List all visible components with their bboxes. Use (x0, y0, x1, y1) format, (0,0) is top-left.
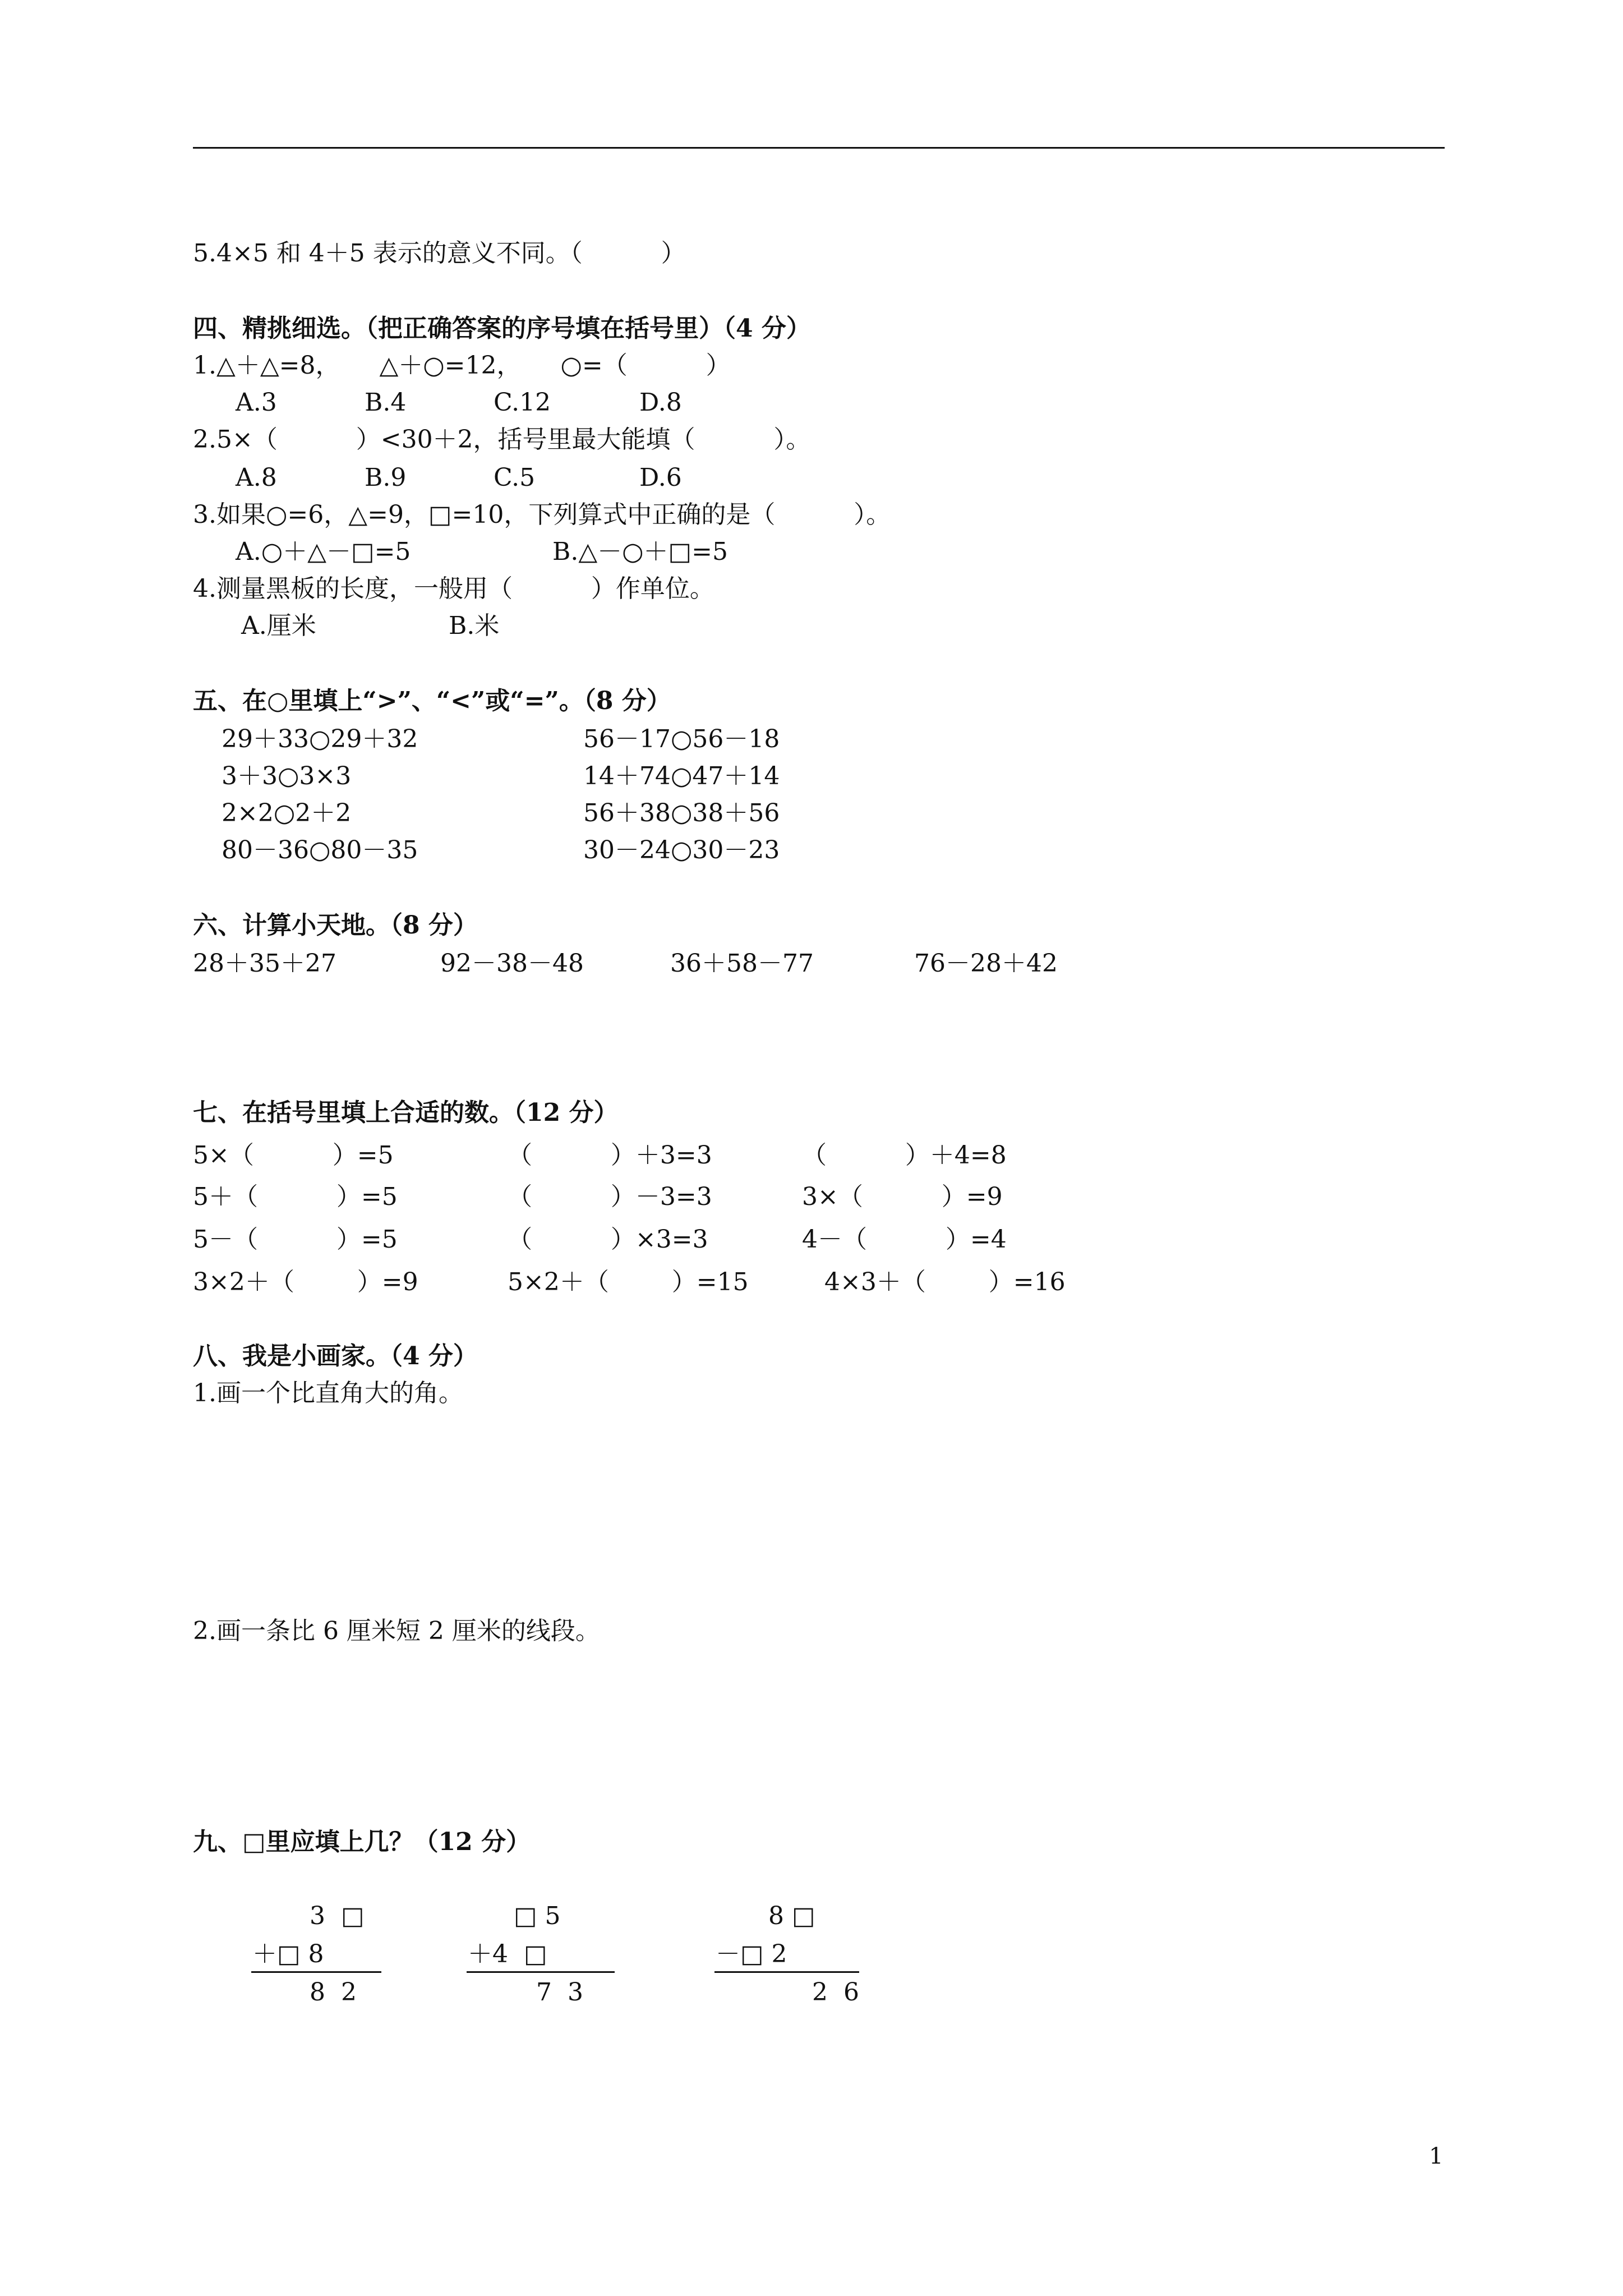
digit-problem-2-line (467, 1971, 615, 1973)
digit-problem-1-top: 3 □ (310, 1902, 365, 1930)
section-9-heading: 九、□里应填上几？（12 分） (193, 1828, 531, 1856)
fill-row4-col3: 4×3＋（ ）=16 (824, 1268, 1066, 1296)
fill-row4-col2: 5×2＋（ ）=15 (508, 1268, 749, 1296)
choice-q4-option-a: A.厘米 (241, 611, 316, 640)
fill-row2-col3: 3×（ ）=9 (802, 1182, 1003, 1211)
fill-row1-col1: 5×（ ）=5 (193, 1141, 394, 1170)
fill-row2-col1: 5＋（ ）=5 (193, 1182, 398, 1211)
choice-q3-stem: 3.如果○=6，△=9，□=10，下列算式中正确的是（ ）。 (193, 500, 891, 529)
digit-problem-2-top: □ 5 (514, 1902, 561, 1930)
section-5-heading: 五、在○里填上“>”、“<”或“=”。（8 分） (193, 687, 671, 715)
compare-right-2: 14＋74○47＋14 (583, 762, 780, 790)
section-4-heading: 四、精挑细选。（把正确答案的序号填在括号里）（4 分） (193, 314, 811, 343)
calc-item-1: 28＋35＋27 (193, 949, 336, 978)
section-6-heading: 六、计算小天地。（8 分） (193, 911, 478, 940)
fill-row3-col3: 4－（ ）=4 (802, 1225, 1007, 1254)
choice-q4-stem: 4.测量黑板的长度，一般用（ ）作单位。 (193, 574, 714, 603)
compare-right-1: 56－17○56－18 (583, 725, 780, 753)
choice-q2-option-b: B.9 (365, 463, 407, 492)
section-8-heading: 八、我是小画家。（4 分） (193, 1342, 478, 1370)
draw-question-2: 2.画一条比 6 厘米短 2 厘米的线段。 (193, 1617, 600, 1645)
choice-q1-option-d: D.8 (639, 388, 682, 417)
fill-row3-col2: （ ）×3=3 (508, 1225, 708, 1254)
judge-question-5: 5.4×5 和 4＋5 表示的意义不同。（ ） (193, 239, 686, 268)
compare-left-4: 80－36○80－35 (222, 836, 418, 864)
fill-row3-col1: 5－（ ）=5 (193, 1225, 398, 1254)
draw-question-1: 1.画一个比直角大的角。 (193, 1379, 463, 1407)
section-7-heading: 七、在括号里填上合适的数。（12 分） (193, 1098, 619, 1127)
digit-problem-2-addend: ＋4 □ (468, 1940, 547, 1968)
choice-q3-option-b: B.△－○＋□=5 (552, 537, 728, 566)
digit-problem-1-line (251, 1971, 381, 1973)
digit-problem-1-result: 8 2 (310, 1978, 357, 2007)
compare-left-2: 3＋3○3×3 (222, 762, 352, 790)
choice-q2-stem: 2.5×（ ）<30＋2，括号里最大能填（ ）。 (193, 425, 811, 454)
choice-q4-option-b: B.米 (449, 611, 500, 640)
fill-row4-col1: 3×2＋（ ）=9 (193, 1268, 418, 1296)
digit-problem-2-result: 7 3 (536, 1978, 583, 2007)
header-rule (193, 147, 1445, 149)
choice-q1-option-c: C.12 (494, 388, 551, 417)
fill-row1-col3: （ ）＋4=8 (802, 1141, 1007, 1170)
calc-item-2: 92－38－48 (440, 949, 584, 978)
compare-right-3: 56＋38○38＋56 (583, 799, 780, 827)
choice-q3-option-a: A.○＋△－□=5 (236, 537, 411, 566)
choice-q1-stem: 1.△＋△=8， △＋○=12， ○=（ ） (193, 351, 731, 380)
choice-q2-option-d: D.6 (639, 463, 682, 492)
choice-q1-option-a: A.3 (236, 388, 277, 417)
choice-q2-option-a: A.8 (236, 463, 277, 492)
digit-problem-3-result: 2 6 (812, 1978, 859, 2007)
compare-left-1: 29＋33○29＋32 (222, 725, 418, 753)
compare-right-4: 30－24○30－23 (583, 836, 780, 864)
digit-problem-3-subtrahend: －□ 2 (716, 1940, 787, 1968)
fill-row2-col2: （ ）－3=3 (508, 1182, 712, 1211)
fill-row1-col2: （ ）＋3=3 (508, 1141, 712, 1170)
calc-item-4: 76－28＋42 (914, 949, 1058, 978)
digit-problem-1-addend: ＋□ 8 (252, 1940, 324, 1968)
digit-problem-3-top: 8 □ (768, 1902, 815, 1930)
digit-problem-3-line (714, 1971, 859, 1973)
page-number: 1 (1429, 2143, 1444, 2169)
choice-q1-option-b: B.4 (365, 388, 407, 417)
compare-left-3: 2×2○2＋2 (222, 799, 352, 827)
choice-q2-option-c: C.5 (494, 463, 536, 492)
calc-item-3: 36＋58－77 (670, 949, 814, 978)
